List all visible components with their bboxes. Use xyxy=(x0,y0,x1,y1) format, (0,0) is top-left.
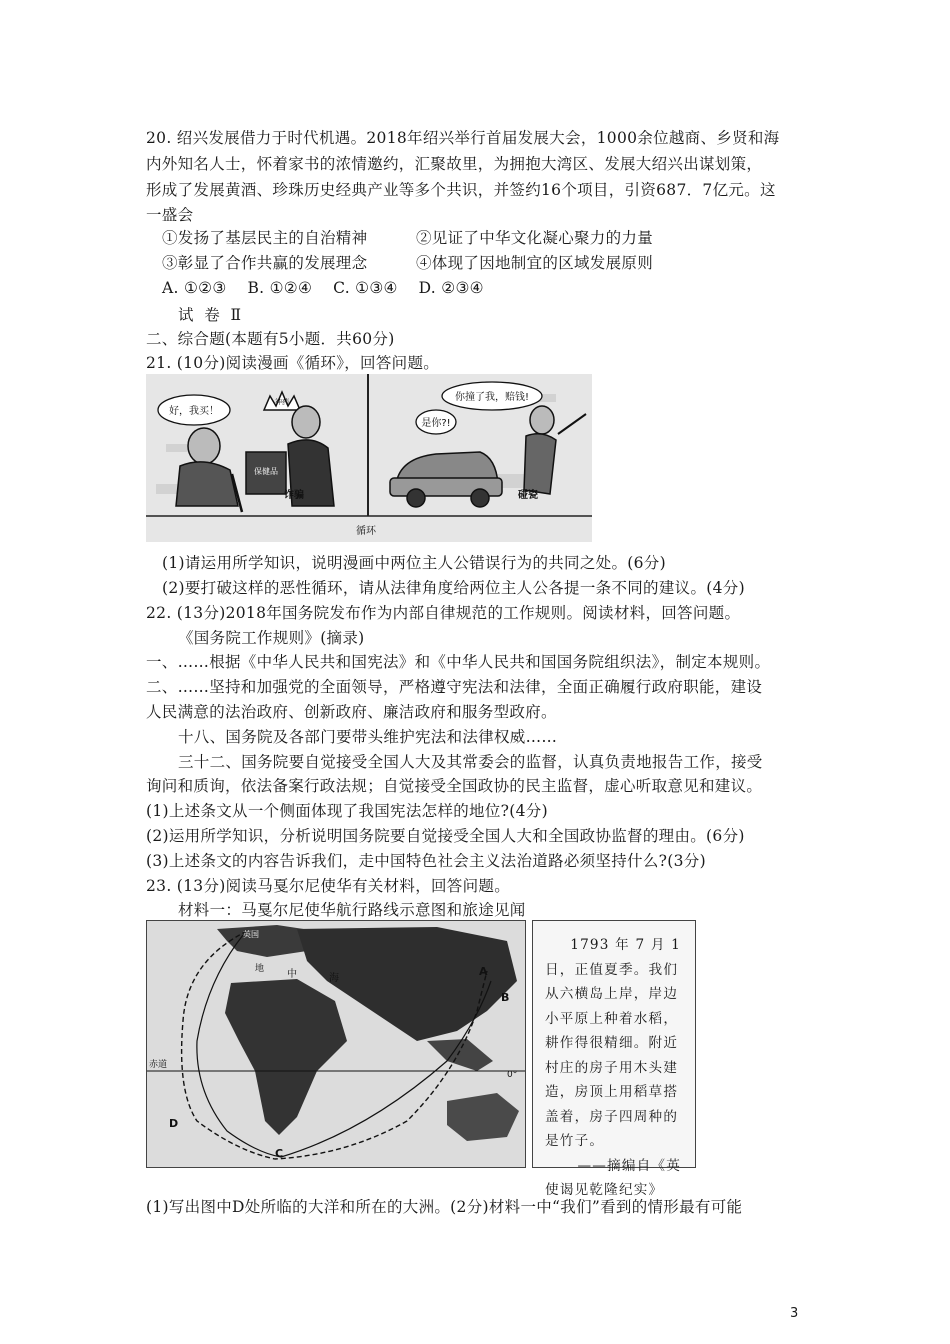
q20-choices: A. ①②③ B. ①②④ C. ①③④ D. ②③④ xyxy=(162,279,484,297)
map-label-C: C xyxy=(275,1147,284,1160)
q20-option-1: ①发扬了基层民主的自治精神 xyxy=(162,229,368,247)
note-line-5: 耕作得很精细。附近 xyxy=(545,1035,679,1051)
q20-option-3: ③彰显了合作共赢的发展理念 xyxy=(162,254,368,272)
note-line-6: 村庄的房子用木头建 xyxy=(545,1059,679,1076)
label-fraud: 诈骗 xyxy=(284,490,304,501)
note-line-7: 造，房顶上用稻草搭 xyxy=(545,1084,679,1100)
q23-sub1: (1)写出图中D处所临的大洋和所在的大洲。(2分)材料一中“我们”看到的情形最有可能 xyxy=(146,1198,743,1216)
map-label-equator: 赤道 xyxy=(149,1060,168,1070)
q20-line-1: 20. 绍兴发展借力于时代机遇。2018年绍兴举行首届发展大会，1000余位越商、乡贤和海 xyxy=(146,129,780,147)
note-line-4: 小平原上种着水稻， xyxy=(545,1010,679,1027)
map-label-B: B xyxy=(501,991,510,1004)
q23-material1: 材料一：马戛尔尼使华航行路线示意图和旅途见闻 xyxy=(178,901,526,919)
note-line-11: 使谒见乾隆纪实》 xyxy=(545,1182,664,1198)
box-text: 保健品 xyxy=(254,467,278,476)
q22-art32-line2: 询问和质询，依法备案行政法规；自觉接受全国政协的民主监督，虚心听取意见和建议。 xyxy=(146,777,763,795)
section2-heading: 二、综合题(本题有5小题．共60分) xyxy=(146,330,395,348)
q21-sub1: (1)请运用所学知识，说明漫画中两位主人公错误行为的共同之处。(6分) xyxy=(162,554,666,572)
note-line-1: 1793 年 7 月 1 xyxy=(570,937,681,953)
crown-text: 神药 xyxy=(275,398,289,406)
map-label-A: A xyxy=(479,965,488,978)
q20-line-3: 形成了发展黄酒、珍珠历史经典产业等多个共识，并签约16个项目，引资687．7亿元。这 xyxy=(146,181,776,199)
q22-sub3: (3)上述条文的内容告诉我们，走中国特色社会主义法治道路必须坚持什么?(3分) xyxy=(146,852,706,870)
q21-stem: 21. (10分)阅读漫画《循环》，回答问题。 xyxy=(146,354,440,372)
map-label-england: 英国 xyxy=(243,930,259,939)
q22-art2-line2: 人民满意的法治政府、创新政府、廉洁政府和服务型政府。 xyxy=(146,703,557,721)
q22-art32-line1: 三十二、国务院要自觉接受全国人大及其常委会的监督，认真负责地报告工作，接受 xyxy=(178,753,763,771)
paper2-title: 试 卷 Ⅱ xyxy=(178,306,242,324)
label-extort: 碰瓷 xyxy=(518,490,538,501)
q20-option-4: ④体现了因地制宜的区域发展原则 xyxy=(416,254,654,272)
cartoon-caption: 循环 xyxy=(356,526,376,537)
bubble-car-text: 是你?! xyxy=(421,418,451,429)
note-line-2: 日，正值夏季。我们 xyxy=(545,961,679,978)
note-line-3: 从六横岛上岸，岸边 xyxy=(545,986,679,1002)
note-line-9: 是竹子。 xyxy=(545,1133,605,1149)
q22-sub1: (1)上述条文从一个侧面体现了我国宪法怎样的地位?(4分) xyxy=(146,802,548,820)
q22-sub2: (2)运用所学知识，分析说明国务院要自觉接受全国人大和全国政协监督的理由。(6分) xyxy=(146,827,745,845)
travel-notes-box xyxy=(532,920,696,1198)
q22-stem: 22. (13分)2018年国务院发布作为内部自律规范的工作规则。阅读材料，回答问题。 xyxy=(146,604,741,622)
q21-sub2: (2)要打破这样的恶性循环，请从法律角度给两位主人公各提一条不同的建议。(4分) xyxy=(162,579,745,597)
map-label-di: 地 xyxy=(255,964,265,974)
q20-line-2: 内外知名人士，怀着家书的浓情邀约，汇聚故里，为拥抱大湾区、发展大绍兴出谋划策， xyxy=(146,155,763,173)
page-number: 3 xyxy=(790,1306,799,1321)
q20-line-4: 一盛会 xyxy=(146,206,194,224)
cartoon-cycle xyxy=(146,374,592,542)
q23-stem: 23. (13分)阅读马戛尔尼使华有关材料，回答问题。 xyxy=(146,877,510,895)
q22-doc-title: 《国务院工作规则》(摘录) xyxy=(178,629,365,647)
q20-option-2: ②见证了中华文化凝心聚力的力量 xyxy=(416,229,654,247)
q22-art1: 一、……根据《中华人民共和国宪法》和《中华人民共和国国务院组织法》，制定本规则。 xyxy=(146,653,771,671)
note-line-10: ——摘编自《英 xyxy=(577,1157,681,1174)
map-label-zhong: 中 xyxy=(287,969,297,980)
map-label-hai: 海 xyxy=(329,973,339,984)
voyage-route-map xyxy=(146,920,526,1168)
q22-art18: 十八、国务院及各部门要带头维护宪法和法律权威…… xyxy=(178,728,558,746)
bubble-right-text: 你撞了我，赔钱! xyxy=(454,392,530,403)
q22-art2-line1: 二、……坚持和加强党的全面领导，严格遵守宪法和法律，全面正确履行政府职能，建设 xyxy=(146,678,763,696)
note-line-8: 盖着，房子四周种的 xyxy=(545,1108,679,1125)
map-label-zero: 0° xyxy=(507,1070,518,1080)
bubble-left-text: 好，我买！ xyxy=(169,406,219,417)
map-label-D: D xyxy=(169,1117,179,1130)
